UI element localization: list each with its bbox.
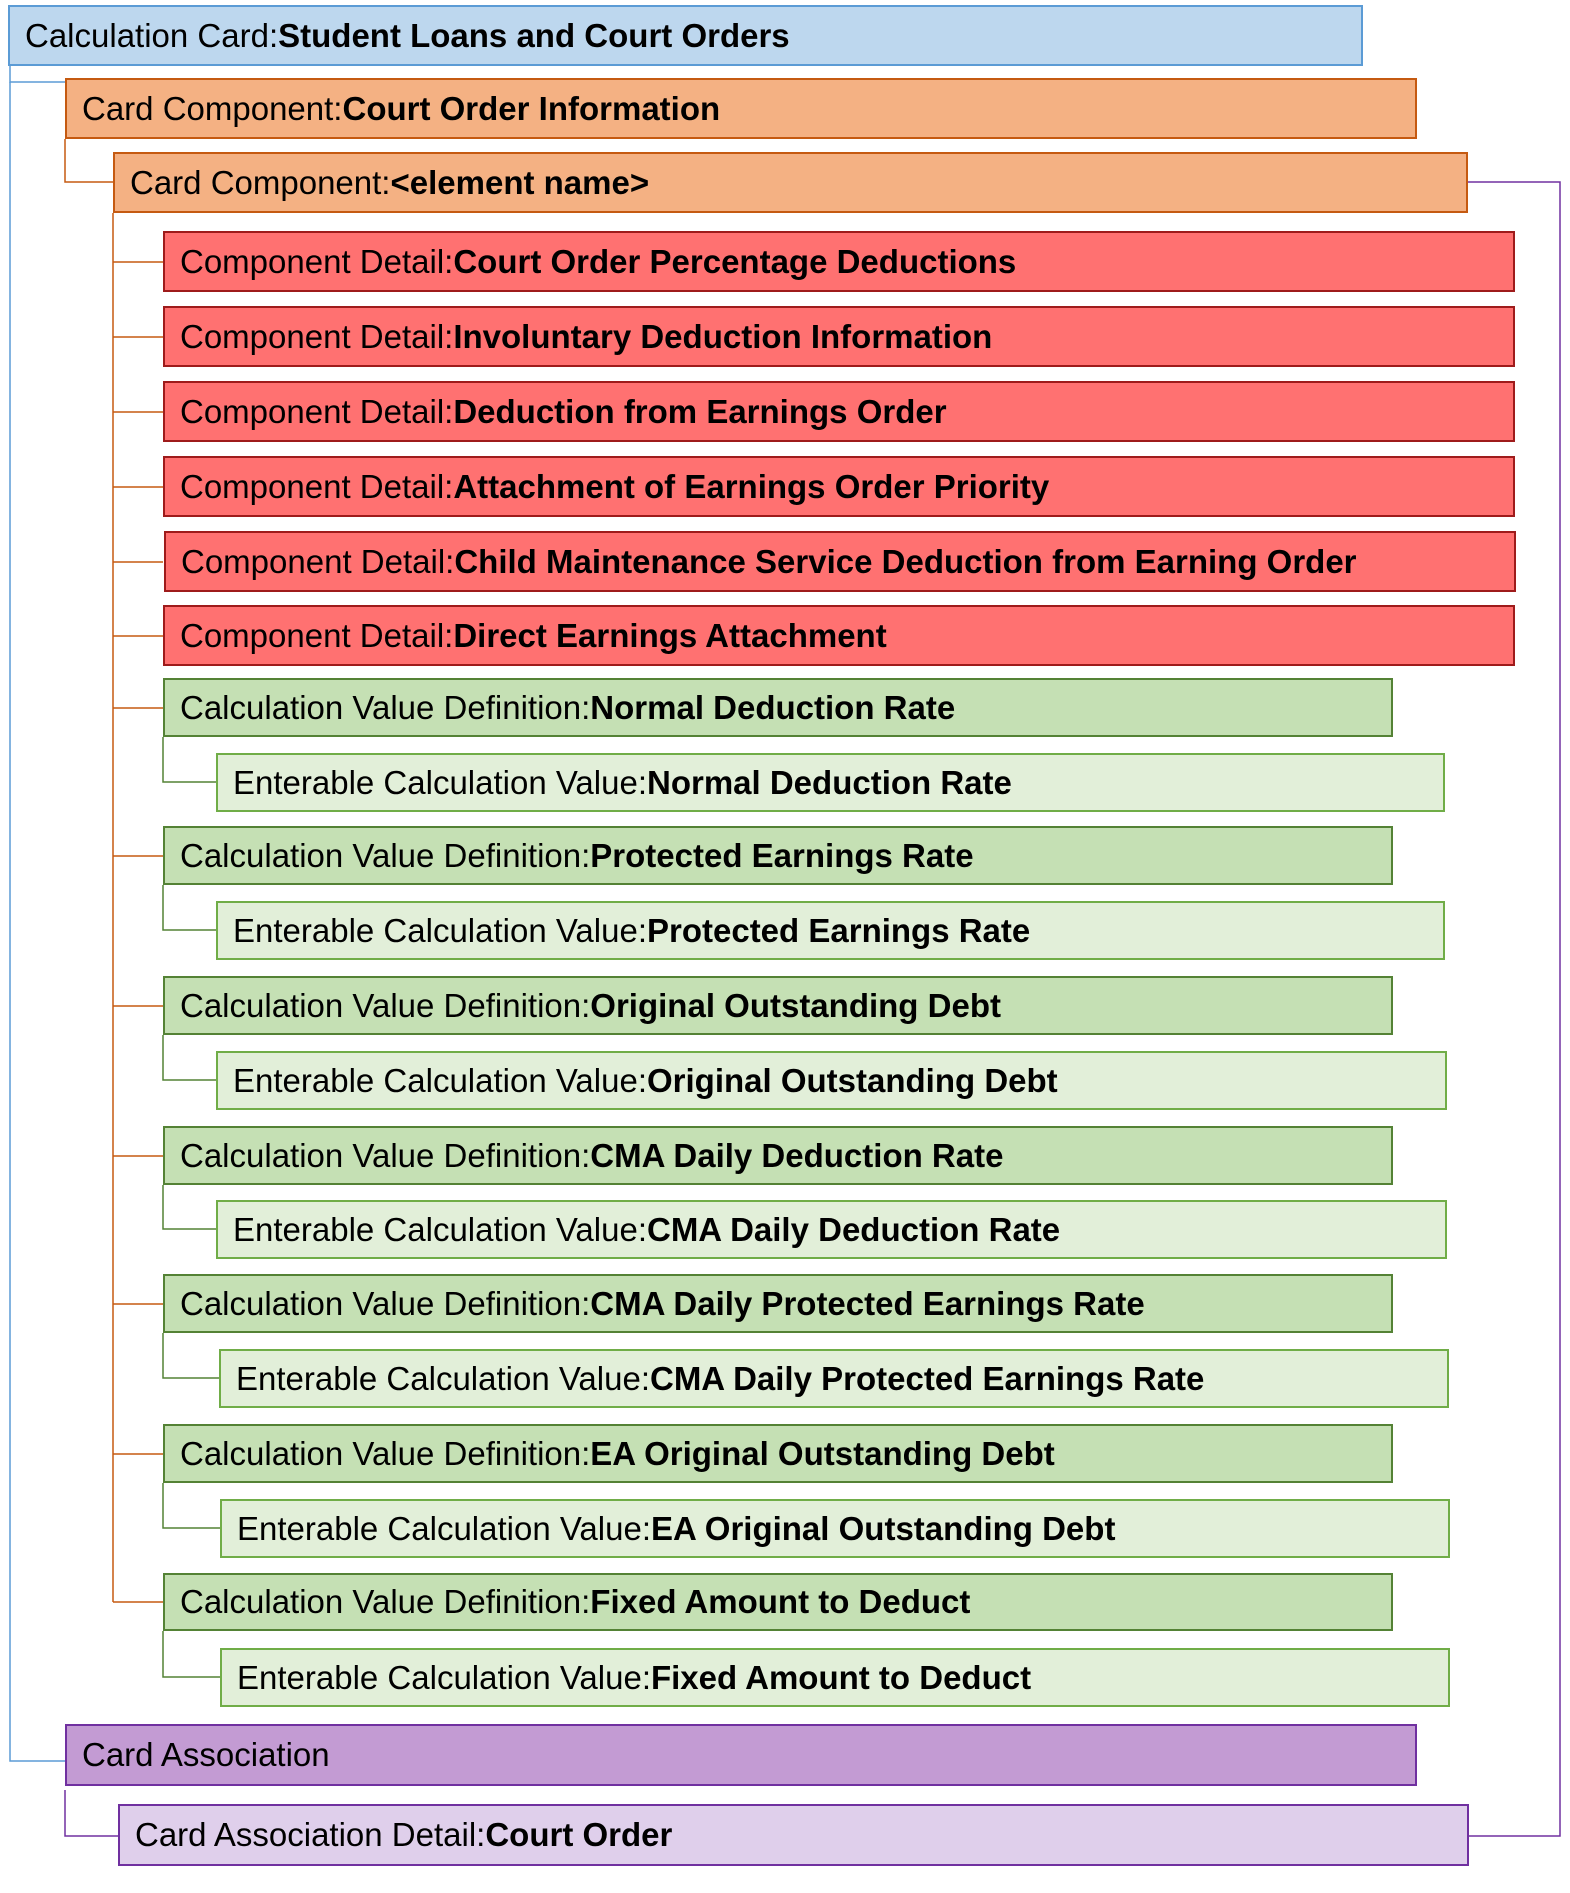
node-type-label: Enterable Calculation Value: [237, 1509, 651, 1547]
calculation-value-definition-name: Fixed Amount to Deduct [590, 1583, 971, 1620]
enterable-calculation-value-box [216, 1200, 1447, 1259]
calculation-value-definition-box [163, 1424, 1393, 1483]
component-detail-name: Involuntary Deduction Information [453, 317, 993, 355]
card-to-component-connector [10, 66, 65, 82]
card-component-name: Court Order Information [342, 89, 721, 127]
calculation-value-definition-name: Normal Deduction Rate [590, 688, 956, 726]
node-type-label: Enterable Calculation Value: [236, 1359, 650, 1397]
card-association-detail-box [118, 1804, 1469, 1866]
enterable-calculation-value-box [220, 1648, 1450, 1707]
enterable-calculation-value-name: EA Original Outstanding Debt [650, 1509, 1116, 1547]
enterable-calculation-value-box [219, 1349, 1449, 1408]
node-type-label: Component Detail: [180, 392, 454, 430]
definition-5-to-enterable [163, 1333, 219, 1378]
calculation-value-definition-box [163, 976, 1393, 1035]
component-detail-box [164, 531, 1516, 592]
component-detail-box [163, 381, 1515, 442]
enterable-calculation-value-box [216, 901, 1445, 960]
calculation-card-box [8, 5, 1363, 66]
node-type-label: Enterable Calculation Value: [233, 911, 647, 949]
node-type-label: Calculation Value Definition: [180, 986, 591, 1024]
component-detail-box [163, 605, 1515, 666]
component-detail-name: Child Maintenance Service Deduction from Earning Order [454, 542, 1357, 580]
node-type-label: Calculation Value Definition: [180, 836, 591, 874]
calculation-value-definition-name: EA Original Outstanding Debt [590, 1434, 1055, 1472]
enterable-calculation-value-name: Protected Earnings Rate [646, 911, 1031, 949]
definition-1-to-enterable [163, 737, 216, 782]
node-type-label: Enterable Calculation Value: [233, 763, 647, 801]
calculation-value-definition-name: CMA Daily Protected Earnings Rate [590, 1284, 1145, 1322]
node-type-label: Calculation Value Definition: [180, 1136, 591, 1174]
definition-6-to-enterable [163, 1483, 220, 1528]
enterable-calculation-value-name: Fixed Amount to Deduct [650, 1658, 1032, 1696]
enterable-calculation-value-name: CMA Daily Deduction Rate [646, 1210, 1061, 1248]
node-type-label: Component Detail: [180, 616, 454, 654]
node-type-label: Calculation Value Definition: [180, 1434, 591, 1472]
node-type-label: Card Association Detail: [135, 1816, 486, 1853]
enterable-calculation-value-name: Normal Deduction Rate [646, 763, 1012, 801]
node-type-label: Card Association [82, 1736, 330, 1773]
card-component-box [65, 78, 1417, 139]
enterable-calculation-value-box [216, 753, 1445, 812]
node-type-label: Enterable Calculation Value: [233, 1061, 647, 1099]
calculation-value-definition-box [163, 826, 1393, 885]
card-association-detail-name: Court Order [485, 1816, 673, 1853]
component-detail-name: Direct Earnings Attachment [453, 616, 887, 654]
component-detail-box [163, 231, 1515, 292]
calculation-value-definition-name: CMA Daily Deduction Rate [590, 1136, 1004, 1174]
enterable-calculation-value-box [220, 1499, 1450, 1558]
component-detail-box [163, 306, 1515, 367]
node-type-label: Enterable Calculation Value: [233, 1210, 647, 1248]
calculation-value-definition-box [163, 1573, 1393, 1631]
card-association-box [65, 1724, 1417, 1786]
component-detail-name: Deduction from Earnings Order [453, 392, 947, 430]
calculation-card-name: Student Loans and Court Orders [278, 16, 790, 54]
node-type-label: Card Component: [82, 89, 343, 127]
definition-3-to-enterable [163, 1035, 216, 1080]
card-to-association-connector [10, 82, 65, 1761]
calculation-value-definition-box [163, 678, 1393, 737]
node-type-label: Calculation Value Definition: [180, 688, 591, 726]
calculation-value-definition-box [163, 1126, 1393, 1185]
node-type-label: Enterable Calculation Value: [237, 1658, 651, 1696]
enterable-calculation-value-name: Original Outstanding Debt [646, 1061, 1058, 1099]
node-type-label: Component Detail: [180, 242, 454, 280]
component-detail-box [163, 456, 1515, 517]
node-type-label: Component Detail: [181, 542, 455, 580]
calculation-value-definition-name: Protected Earnings Rate [590, 836, 974, 874]
definition-7-to-enterable [163, 1631, 220, 1677]
component-to-subcomponent-connector [65, 139, 113, 182]
enterable-calculation-value-box [216, 1051, 1447, 1110]
node-type-label: Calculation Value Definition: [180, 1583, 591, 1620]
definition-4-to-enterable [163, 1185, 216, 1229]
component-detail-name: Court Order Percentage Deductions [453, 242, 1017, 280]
node-type-label: Component Detail: [180, 317, 454, 355]
component-detail-name: Attachment of Earnings Order Priority [453, 467, 1050, 505]
card-subcomponent-box [113, 152, 1468, 213]
node-type-label: Calculation Value Definition: [180, 1284, 591, 1322]
card-subcomponent-name: <element name> [390, 163, 650, 201]
node-type-label: Calculation Card: [25, 16, 279, 54]
calculation-value-definition-name: Original Outstanding Debt [590, 986, 1001, 1024]
node-type-label: Card Component: [130, 163, 391, 201]
association-to-detail-connector [65, 1790, 118, 1836]
enterable-calculation-value-name: CMA Daily Protected Earnings Rate [649, 1359, 1205, 1397]
definition-2-to-enterable [163, 885, 216, 930]
node-type-label: Component Detail: [180, 467, 454, 505]
calculation-value-definition-box [163, 1274, 1393, 1333]
